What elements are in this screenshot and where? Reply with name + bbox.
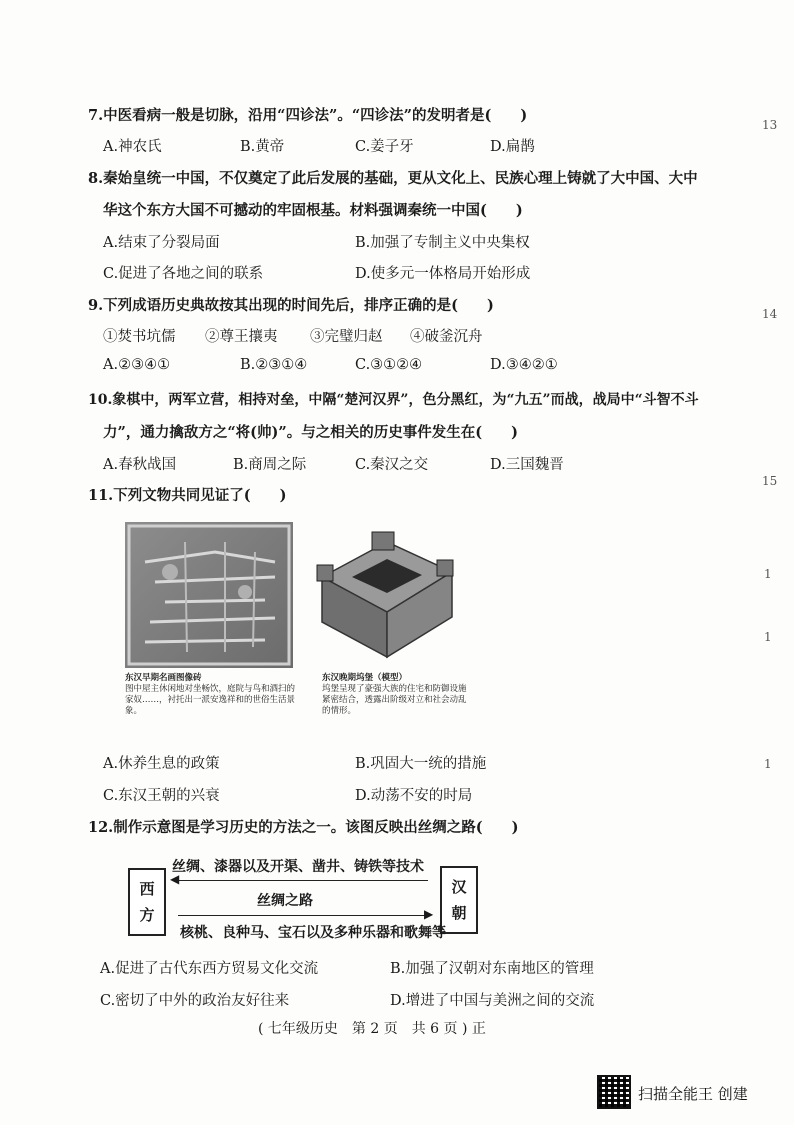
edge-mark-5: 1 [764,630,772,644]
q9-option-a: A.②③④① [103,357,171,373]
q8-option-c: C.促进了各地之间的联系 [103,266,264,282]
q12-option-d: D.增进了中国与美洲之间的交流 [390,993,595,1009]
right-box-char-2: 朝 [451,904,467,922]
q7-option-a: A.神农氏 [103,139,162,155]
q10-option-d: D.三国魏晋 [490,457,564,473]
edge-mark-4: 1 [764,567,772,581]
q12-option-a: A.促进了古代东西方贸易文化交流 [100,961,319,977]
q11-option-c: C.东汉王朝的兴衰 [103,788,220,804]
scanner-brand-label: 扫描全能王 创建 [638,1085,748,1103]
q9-option-d: D.③④②① [490,357,558,373]
question-8-stem-line1: 8.秦始皇统一中国，不仅奠定了此后发展的基础，更从文化上、民族心理上铸就了大中国、大中 [88,170,698,187]
diagram-bottom-arrowhead: ▶ [424,907,434,921]
diagram-middle-text: 丝绸之路 [257,893,313,909]
q10-option-b: B.商周之际 [233,457,307,473]
left-box-char-1: 西 [139,880,155,898]
diagram-top-arrow-line [178,880,428,881]
figure1-caption-title: 东汉早期名画图像砖 [125,673,202,683]
edge-mark-6: 1 [764,757,772,771]
question-11-stem: 11.下列文物共同见证了( ) [88,487,287,504]
question-10-stem-line2: 力”，通力擒敌方之“将(帅)”。与之相关的历史事件发生在( ) [103,424,518,441]
q9-item-4: ④破釜沉舟 [410,329,483,345]
question-8-stem-line2: 华这个东方大国不可撼动的牢固根基。材料强调秦统一中国( ) [103,202,523,219]
q7-option-c: C.姜子牙 [355,139,414,155]
figure2-caption-body: 坞堡呈现了豪强大族的住宅和防御设施紧密结合，透露出阶级对立和社会动乱的情形。 [322,684,467,716]
left-box-char-2: 方 [139,906,155,924]
q7-option-d: D.扁鹊 [490,139,535,155]
q11-option-b: B.巩固大一统的措施 [355,756,487,772]
q7-option-b: B.黄帝 [240,139,285,155]
q8-option-a: A.结束了分裂局面 [103,235,220,251]
q9-item-3: ③完璧归赵 [310,329,383,345]
diagram-top-arrowhead: ◀ [170,872,180,886]
edge-mark-3: 15 [762,474,778,488]
figure2-caption [322,673,467,717]
q10-option-c: C.秦汉之交 [355,457,429,473]
q8-option-d: D.使多元一体格局开始形成 [355,266,531,282]
page-footer: ( 七年级历史 第 2 页 共 6 页 ) 正 [258,1021,486,1037]
diagram-left-box [128,868,166,936]
diagram-top-text: 丝绸、漆器以及开渠、凿井、铸铁等技术 [172,859,424,875]
q9-item-1: ①焚书坑儒 [103,329,176,345]
q11-option-a: A.休养生息的政策 [103,756,220,772]
question-9-stem: 9.下列成语历史典故按其出现的时间先后，排序正确的是( ) [88,297,494,314]
q9-item-2: ②尊王攘夷 [205,329,278,345]
figure1-caption-body: 图中屋主休闲地对坐畅饮，庭院与鸟和酒扫的家奴……，衬托出一派安逸祥和的世俗生活景象。 [125,684,296,716]
right-box-char-1: 汉 [451,878,467,896]
han-brick-relief-image [125,522,293,668]
figure1-caption [125,673,300,717]
figure2-caption-title: 东汉晚期坞堡（模型） [322,673,408,683]
diagram-bottom-text: 核桃、良种马、宝石以及多种乐器和歌舞等 [180,925,446,941]
edge-mark-2: 14 [762,307,778,321]
q9-option-b: B.②③①④ [240,357,308,373]
q12-option-b: B.加强了汉朝对东南地区的管理 [390,961,594,977]
q8-option-b: B.加强了专制主义中央集权 [355,235,530,251]
question-10-stem-line1: 10.象棋中，两军立营，相持对垒，中隔“楚河汉界”，色分黑红，为“九五”而战，战局中“斗智不斗 [88,392,699,408]
q12-option-c: C.密切了中外的政治友好往来 [100,993,290,1009]
question-12-stem: 12.制作示意图是学习历史的方法之一。该图反映出丝绸之路( ) [88,819,519,836]
q10-option-a: A.春秋战国 [103,457,177,473]
diagram-bottom-arrow-line [178,915,426,916]
q9-option-c: C.③①②④ [355,357,423,373]
qr-code-icon [597,1075,631,1109]
q11-option-d: D.动荡不安的时局 [355,788,473,804]
edge-mark-1: 13 [762,118,778,132]
question-7-stem: 7.中医看病一般是切脉，沿用“四诊法”。“四诊法”的发明者是( ) [88,107,528,124]
fortified-manor-model-image [312,527,457,667]
